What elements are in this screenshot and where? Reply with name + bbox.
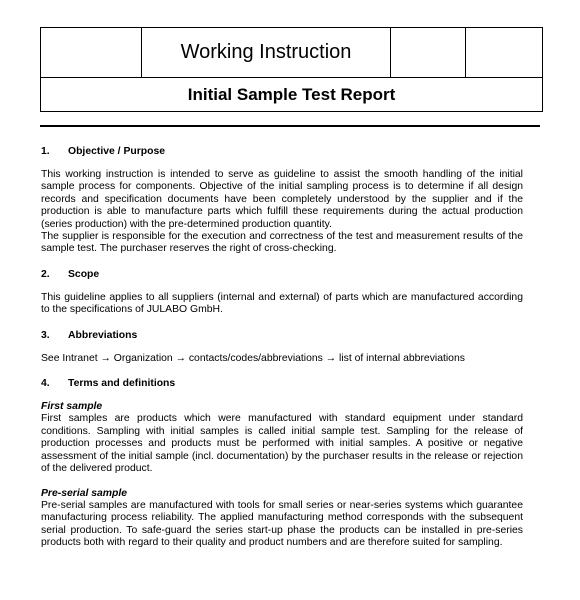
term-title: Pre-serial sample (41, 487, 128, 499)
section-paragraph: This working instruction is intended to serve as guideline to assist the smooth handling of the initial sample process for components. Objective of the initial sampling process is to determine if all design records and specification documents have been completely understood by the supplier and if the production is able to manufacture parts which fulfill these requirements during the actual production (series production) with the pre-determined production quantity. (41, 169, 523, 230)
section-title: Terms and definitions (68, 378, 176, 390)
header-divider (40, 125, 540, 127)
section-number: 4. (41, 378, 50, 390)
section-heading (41, 146, 523, 159)
section-paragraph: This guideline applies to all suppliers (internal and external) of parts which are manufactured according to the specifications of JULABO GmbH. (41, 291, 523, 316)
term-definition: First samples are products which were manufactured with standard equipment under standard conditions. Sampling with initial samples is called initial sample test. Sampling for the release of production processes and products must be performed with initial samples. A positive or negative assessment of the initial sample (incl. documentation) by the purchaser results in the release or rejection of the delivered product. (41, 413, 523, 475)
header-cell-blank-mid (391, 28, 466, 78)
section-heading (41, 269, 523, 282)
section-number: 1. (41, 146, 50, 157)
section-number: 2. (41, 268, 50, 280)
term-title: First sample (41, 401, 103, 413)
document-header (40, 27, 543, 112)
section-heading (41, 330, 523, 343)
document-subtitle: Initial Sample Test Report (41, 78, 543, 112)
section-number: 3. (41, 329, 50, 341)
section-title: Objective / Purpose (68, 146, 166, 157)
section-paragraph: See Intranet → Organization → contacts/codes/abbreviations → list of internal abbreviations (41, 352, 465, 364)
header-cell-blank-left (41, 28, 142, 78)
section-paragraph: The supplier is responsible for the execution and correctness of the test and measurement results of the sample test. The purchaser reserves the right of cross-checking. (41, 231, 523, 255)
section-heading (41, 378, 523, 391)
section-title: Scope (68, 268, 100, 280)
header-cell-blank-right (466, 28, 543, 78)
term-definition: Pre-serial samples are manufactured with tools for small series or near-series systems which guarantee manufacturing process reliability. The applied manufacturing method corresponds with the subsequent serial production. To safe-guard the series start-up phase the products can be installed in pre-series products both with regard to their quality and product numbers and are therefore suited for sampling. (41, 499, 523, 549)
document-body (41, 146, 523, 550)
section-title: Abbreviations (68, 329, 138, 341)
document-title: Working Instruction (142, 28, 391, 78)
